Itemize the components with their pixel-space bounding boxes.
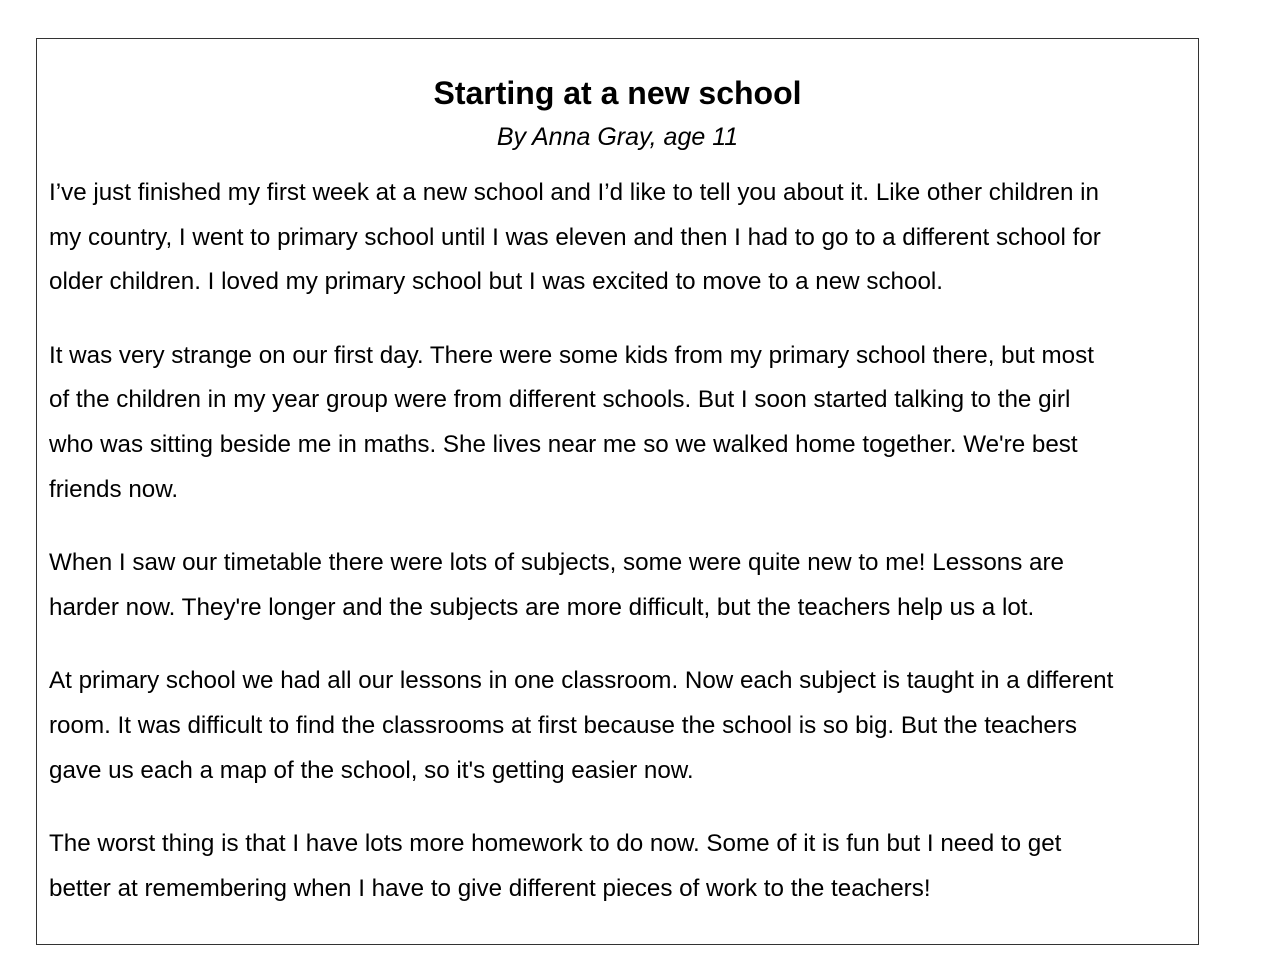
paragraph-line: my country, I went to primary school until I was eleven and then I had to go to a different school for — [49, 223, 1101, 251]
article-box — [36, 38, 1199, 945]
paragraph-line: who was sitting beside me in maths. She lives near me so we walked home together. We're best — [49, 430, 1078, 458]
paragraph-line: At primary school we had all our lessons in one classroom. Now each subject is taught in a different — [49, 667, 1114, 695]
article-body — [49, 171, 1186, 911]
paragraph-3 — [49, 541, 1186, 630]
article-byline: By Anna Gray, age 11 — [496, 123, 739, 151]
paragraph-line: of the children in my year group were from different schools. But I soon started talking to the girl — [49, 386, 1071, 414]
paragraph-line: The worst thing is that I have lots more homework to do now. Some of it is fun but I need to get — [49, 830, 1062, 858]
paragraph-line: room. It was difficult to find the classrooms at first because the school is so big. But the teachers — [49, 711, 1078, 739]
article-title: Starting at a new school — [433, 75, 802, 111]
paragraph-4 — [49, 659, 1186, 793]
paragraph-line: better at remembering when I have to give different pieces of work to the teachers! — [49, 874, 931, 902]
paragraph-line: gave us each a map of the school, so it's getting easier now. — [49, 756, 694, 784]
paragraph-line: harder now. They're longer and the subjects are more difficult, but the teachers help us a lot. — [49, 593, 1035, 621]
paragraph-line: It was very strange on our first day. There were some kids from my primary school there, but most — [49, 341, 1094, 369]
paragraph-2 — [49, 334, 1186, 512]
paragraph-1 — [49, 171, 1186, 305]
paragraph-line: older children. I loved my primary school but I was excited to move to a new school. — [49, 268, 944, 296]
paragraph-line: When I saw our timetable there were lots of subjects, some were quite new to me! Lessons are — [49, 549, 1065, 577]
paragraph-line: friends now. — [49, 475, 179, 503]
paragraph-5 — [49, 822, 1186, 911]
paragraph-line: I’ve just finished my first week at a new school and I’d like to tell you about it. Like other children in — [49, 179, 1100, 206]
